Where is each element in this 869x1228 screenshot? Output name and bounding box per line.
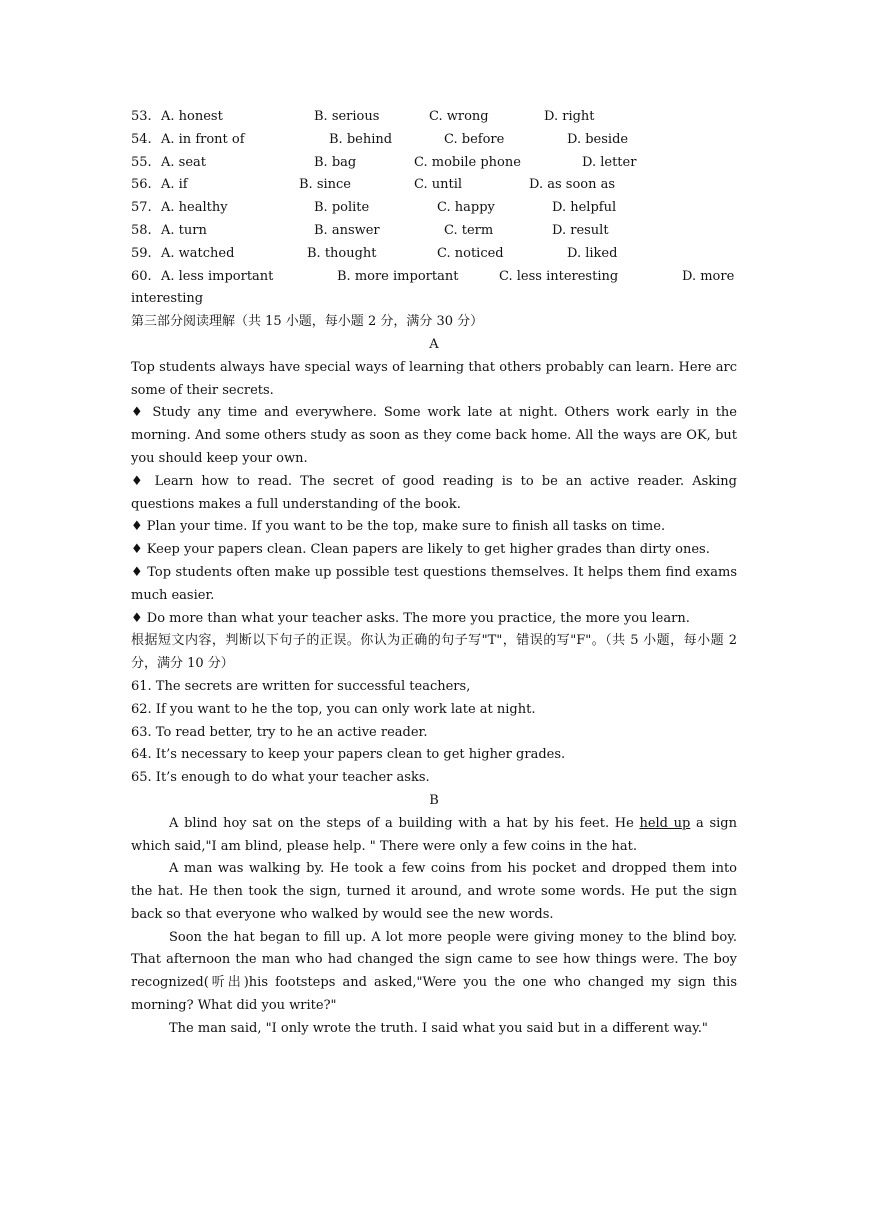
question-number: 54. bbox=[131, 131, 152, 147]
question-number: 55. bbox=[131, 154, 152, 170]
option-c: C. wrong bbox=[429, 109, 489, 124]
question-number: 57. bbox=[131, 200, 152, 216]
passage-a-intro: Top students always have special ways of learning that others probably can learn. Here arc some of their secrets. bbox=[131, 359, 737, 398]
option-d: D. right bbox=[544, 109, 595, 124]
option-d: D. helpful bbox=[552, 200, 617, 216]
option-d: D. result bbox=[552, 222, 609, 238]
option-b: B. more important bbox=[337, 268, 459, 284]
option-c: C. happy bbox=[437, 200, 495, 216]
option-a: A. in front of bbox=[161, 131, 245, 147]
option-d: D. more bbox=[682, 268, 735, 284]
statement-item: 65. It’s enough to do what your teacher asks. bbox=[131, 770, 430, 786]
passage-b-paragraph-2: A man was walking by. He took a few coins from his pocket and dropped them into the hat. He then took the sign, turned it around, and wrote some words. He put the sign back so that everyone who walked by would see the new words. bbox=[131, 861, 737, 922]
option-b: B. since bbox=[299, 177, 351, 193]
underlined-phrase: held up bbox=[639, 815, 691, 831]
option-d: D. letter bbox=[582, 154, 637, 170]
choice-row-58 bbox=[131, 220, 737, 243]
statement-item: 62. If you want to he the top, you can only work late at night. bbox=[131, 701, 536, 717]
tip-item: ♦ Plan your time. If you want to be the top, make sure to finish all tasks on time. bbox=[131, 519, 666, 535]
option-b: B. serious bbox=[314, 109, 380, 124]
choice-row-54 bbox=[131, 129, 737, 152]
option-c: C. less interesting bbox=[499, 268, 619, 284]
passage-b-paragraph-4: The man said, "I only wrote the truth. I said what you said but in a different way." bbox=[169, 1020, 708, 1036]
option-d-continuation: interesting bbox=[131, 291, 204, 307]
option-c: C. before bbox=[444, 131, 505, 147]
option-a: A. seat bbox=[161, 154, 206, 170]
option-a: A. less important bbox=[161, 268, 274, 284]
option-a: A. if bbox=[161, 177, 188, 193]
passage-b-paragraph-1 bbox=[131, 813, 737, 859]
option-b: B. behind bbox=[329, 131, 393, 147]
question-number: 58. bbox=[131, 222, 152, 238]
option-d: D. beside bbox=[567, 131, 629, 147]
document-page bbox=[131, 106, 737, 1041]
choice-row-60 bbox=[131, 266, 737, 289]
tip-item: ♦ Keep your papers clean. Clean papers are likely to get higher grades than dirty ones. bbox=[131, 542, 710, 558]
tip-item: ♦ Do more than what your teacher asks. The more you practice, the more you learn. bbox=[131, 610, 690, 626]
passage-b-label: B bbox=[429, 792, 439, 808]
choice-row-59 bbox=[131, 243, 737, 266]
option-c: C. term bbox=[444, 222, 494, 238]
question-number: 53. bbox=[131, 109, 152, 124]
paragraph-text: A blind hoy sat on the steps of a building with a hat by his feet. He bbox=[169, 815, 640, 831]
option-a: A. healthy bbox=[161, 200, 228, 216]
passage-b-paragraph-3: Soon the hat began to fill up. A lot more people were giving money to the blind boy. That afternoon the man who had changed the sign came to see how things were. The boy recognized(听出)his footsteps and asked,"Were you the one who changed my sign this morning? What did you write?" bbox=[131, 929, 737, 1014]
option-a: A. honest bbox=[161, 109, 223, 124]
choice-row-56 bbox=[131, 174, 737, 197]
passage-a-label: A bbox=[429, 336, 439, 352]
tip-item: ♦ Learn how to read. The secret of good reading is to be an active reader. Asking questions makes a full understanding of the book. bbox=[131, 473, 737, 512]
statement-item: 63. To read better, try to he an active reader. bbox=[131, 724, 428, 740]
statement-item: 64. It’s necessary to keep your papers clean to get higher grades. bbox=[131, 747, 566, 763]
option-b: B. bag bbox=[314, 154, 357, 170]
option-a: A. turn bbox=[161, 222, 207, 238]
option-c: C. mobile phone bbox=[414, 154, 521, 170]
question-number: 59. bbox=[131, 245, 152, 261]
option-c: C. until bbox=[414, 177, 463, 193]
question-number: 60. bbox=[131, 268, 152, 284]
option-b: B. answer bbox=[314, 222, 380, 238]
paragraph-text: a sign which said,"I am blind, please help. " There were only a few coins in the hat. bbox=[131, 815, 737, 854]
tip-item: ♦ Study any time and everywhere. Some work late at night. Others work early in the morning. And some others study as soon as they come back home. All the ways are OK, but you should keep your own. bbox=[131, 405, 737, 466]
option-b: B. polite bbox=[314, 200, 370, 216]
statement-item: 61. The secrets are written for successful teachers, bbox=[131, 678, 471, 694]
tf-instruction: 根据短文内容，判断以下句子的正误。你认为正确的句子写"T"，错误的写"F"。（共 5 小题，每小题 2 分，满分 10 分） bbox=[131, 633, 737, 672]
section-heading: 第三部分阅读理解（共 15 小题，每小题 2 分，满分 30 分） bbox=[131, 314, 484, 330]
choice-row-57 bbox=[131, 197, 737, 220]
option-a: A. watched bbox=[161, 245, 235, 261]
question-number: 56. bbox=[131, 177, 152, 193]
option-b: B. thought bbox=[307, 245, 377, 261]
option-d: D. liked bbox=[567, 245, 618, 261]
choice-row-53 bbox=[131, 106, 737, 129]
option-c: C. noticed bbox=[437, 245, 504, 261]
option-d: D. as soon as bbox=[529, 177, 616, 193]
choice-row-55 bbox=[131, 152, 737, 175]
tip-item: ♦ Top students often make up possible test questions themselves. It helps them find exams much easier. bbox=[131, 564, 737, 603]
